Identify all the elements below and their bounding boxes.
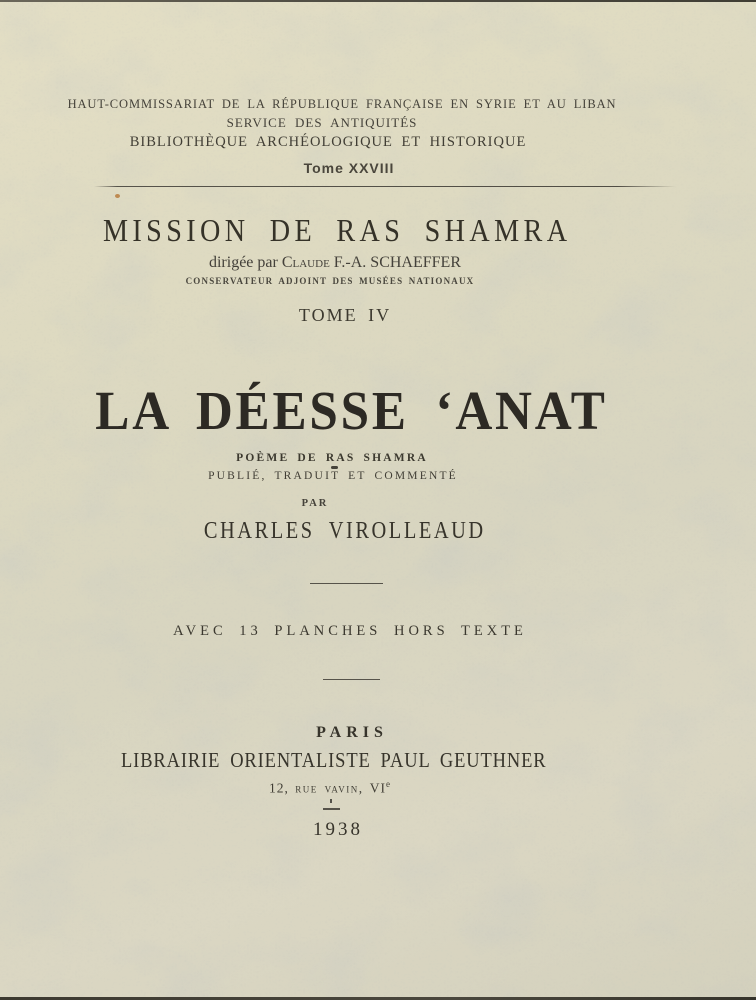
collection-name: BIBLIOTHÈQUE ARCHÉOLOGIQUE ET HISTORIQUE bbox=[129, 134, 527, 150]
series-title: MISSION DE RAS SHAMRA bbox=[102, 212, 572, 248]
publication-year: 1938 bbox=[313, 819, 363, 840]
by-label: PAR bbox=[301, 498, 329, 509]
series-director-line bbox=[0, 254, 675, 272]
director-title: CONSERVATEUR ADJOINT DES MUSÉES NATIONAUX bbox=[185, 276, 475, 286]
imprint-city: PARIS bbox=[316, 724, 388, 741]
plates-divider-rule bbox=[323, 679, 380, 680]
ink-blot bbox=[331, 466, 338, 469]
scan-edge-top bbox=[0, 0, 756, 2]
year-divider-dash bbox=[323, 808, 340, 810]
ink-tick bbox=[330, 799, 332, 803]
book-subtitle-1: POÈME DE RAS SHAMRA bbox=[236, 452, 428, 464]
plates-note: AVEC 13 PLANCHES HORS TEXTE bbox=[173, 623, 527, 639]
publisher-address bbox=[0, 779, 670, 797]
collection-volume: Tome XXVIII bbox=[303, 160, 395, 176]
book-title: LA DÉESSE ‘ANAT bbox=[94, 380, 608, 441]
address-number: 12, bbox=[268, 780, 289, 796]
directed-by-prefix: dirigée par bbox=[208, 254, 278, 271]
institution-line-2: SERVICE DES ANTIQUITÉS bbox=[226, 115, 418, 130]
series-volume: TOME IV bbox=[298, 305, 392, 325]
author-divider-rule bbox=[310, 583, 383, 584]
book-subtitle-2: PUBLIÉ, TRADUIT ET COMMENTÉ bbox=[208, 470, 458, 482]
author-name: CHARLES VIROLLEAUD bbox=[204, 518, 486, 544]
director-firstname: Claude bbox=[281, 254, 330, 271]
header-divider-rule bbox=[94, 186, 676, 187]
paper-speck bbox=[115, 194, 120, 198]
publisher-name: LIBRAIRIE ORIENTALISTE PAUL GEUTHNER bbox=[121, 748, 547, 772]
institution-line-1: HAUT-COMMISSARIAT DE LA RÉPUBLIQUE FRANÇAISE EN SYRIE ET AU LIBAN bbox=[67, 97, 617, 111]
address-street: rue vavin, bbox=[295, 780, 364, 796]
address-district: VI bbox=[369, 780, 387, 796]
address-district-sup: e bbox=[386, 779, 392, 789]
director-name: F.-A. SCHAEFFER bbox=[333, 254, 461, 271]
